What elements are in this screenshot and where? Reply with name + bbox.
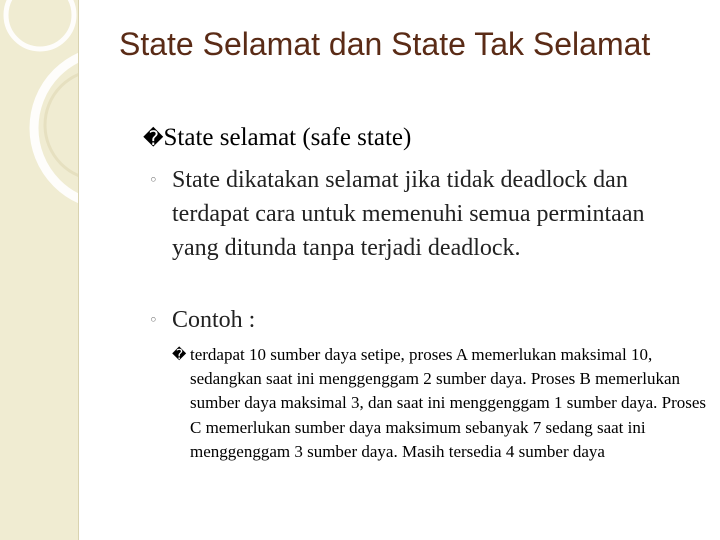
circle-bullet-icon: ◦	[149, 171, 158, 189]
slide-title: State Selamat dan State Tak Selamat	[119, 26, 651, 62]
level3-bullet	[172, 343, 707, 464]
decorative-sidebar	[0, 0, 79, 540]
level2-bullet-definition	[149, 163, 689, 265]
level2-bullet-text: Contoh :	[172, 307, 256, 333]
level1-bullet-text: State selamat (safe state)	[163, 124, 412, 151]
level2-bullet-text: State dikatakan selamat jika tidak deadlock dan terdapat cara untuk memenuhi semua permintaan yang ditunda tanpa terjadi deadlock.	[172, 167, 645, 261]
circle-bullet-icon: ◦	[149, 311, 158, 329]
level3-bullet-text: terdapat 10 sumber daya setipe, proses A memerlukan maksimal 10, sedangkan saat ini menggenggam 2 sumber daya. Proses B memerlukan sumber daya maksimal 3, dan saat ini menggenggam 1 sumber daya. Proses C memerlukan sumber daya maksimum sebanyak 7 sedang saat ini menggenggam 3 sumber daya. Masih tersedia 4 sumber daya	[190, 345, 707, 461]
level2-bullet-example	[149, 303, 689, 337]
decorative-circles	[0, 0, 78, 540]
level1-bullet-marker: �	[143, 126, 164, 150]
level3-bullet-marker: �	[172, 347, 187, 363]
level1-bullet	[143, 122, 411, 154]
